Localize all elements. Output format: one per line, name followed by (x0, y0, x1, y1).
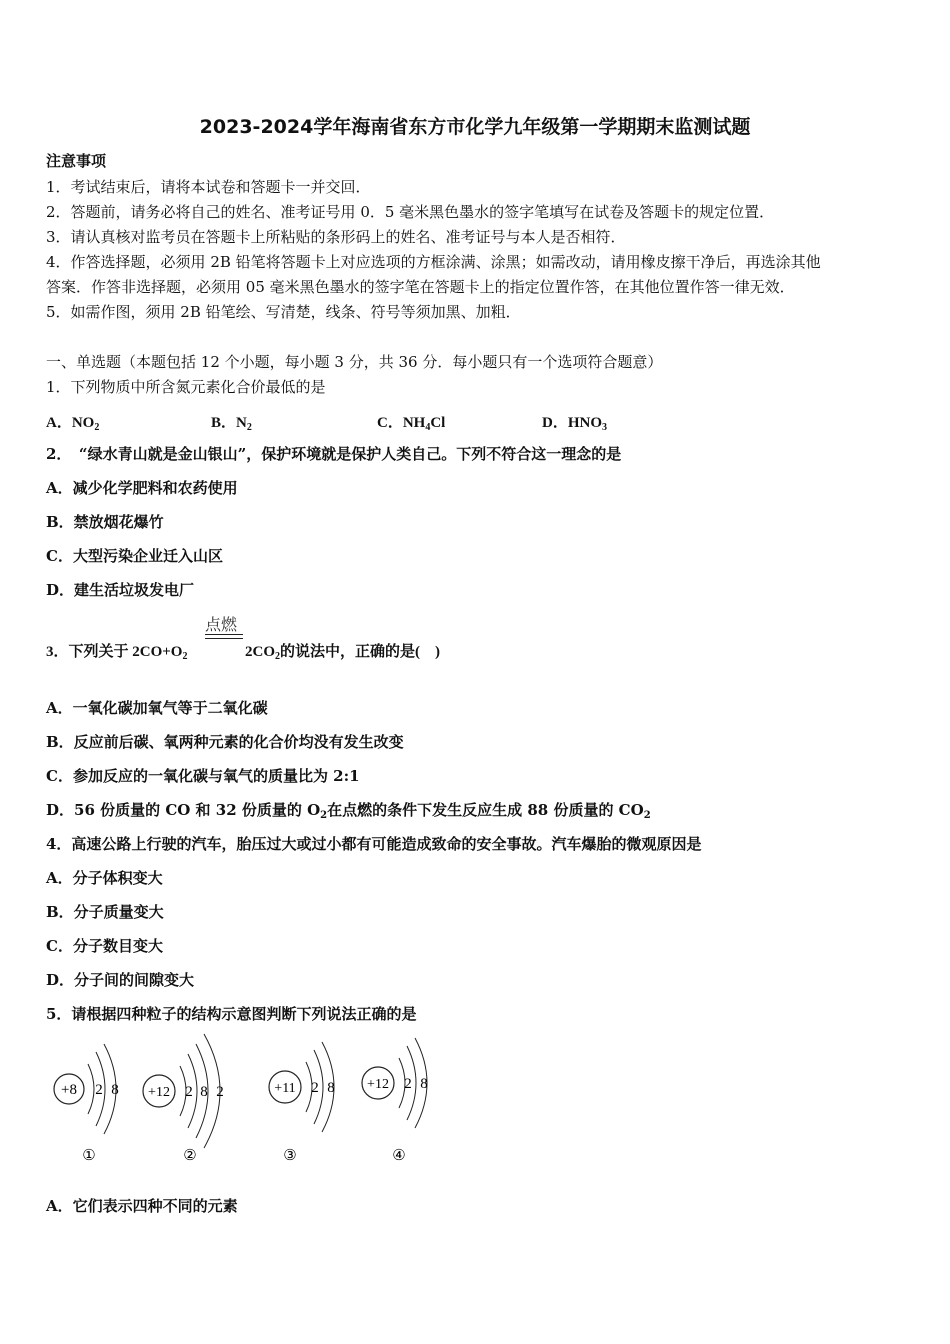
formula-subscript: 2 (643, 810, 651, 821)
nucleus-charge: +12 (148, 1085, 170, 1100)
q3-suffix: 的说法中，正确的是( ) (280, 644, 440, 660)
particle-diagram-3 (269, 1042, 335, 1164)
particle-label: ④ (392, 1148, 406, 1164)
shell-electron-count: 2 (185, 1084, 193, 1100)
formula-subscript: 3 (602, 422, 608, 433)
q4-option: B．分子质量变大 (46, 903, 164, 921)
shell-electron-count: 2 (216, 1084, 224, 1100)
q2-option: A．减少化学肥料和农药使用 (46, 479, 238, 497)
notice-item: 4．作答选择题，必须用 2B 铅笔将答题卡上对应选项的方框涂满、涂黑；如需改动，请用橡皮擦干净后，再选涂其他 (46, 253, 821, 271)
q4-option: C．分子数目变大 (46, 937, 163, 955)
question-3-stem-right (245, 640, 440, 661)
electron-shell-arc (88, 1064, 94, 1114)
particle-diagram-1 (54, 1044, 119, 1164)
q3-option-d (46, 801, 651, 819)
nucleus-charge: +8 (61, 1082, 77, 1098)
question-5-stem: 5．请根据四种粒子的结构示意图判断下列说法正确的是 (46, 1005, 417, 1023)
notice-heading: 注意事项 (46, 152, 107, 170)
particle-diagram-2 (143, 1034, 224, 1164)
q3-option-d-part: 在点燃的条件下发生反应生成 88 份质量的 CO (327, 801, 644, 819)
q3-option-d-part: D．56 份质量的 CO 和 32 份质量的 O (46, 801, 321, 819)
equals-bar-bottom (205, 638, 243, 639)
equals-bar-top (205, 634, 243, 635)
shell-electron-count: 8 (111, 1082, 119, 1098)
q2-option: D．建生活垃圾发电厂 (46, 581, 195, 599)
q2-option: B．禁放烟花爆竹 (46, 513, 164, 531)
q1-option-label: A． (46, 415, 72, 431)
notice-item: 3．请认真核对监考员在答题卡上所粘贴的条形码上的姓名、准考证号与本人是否相符． (46, 228, 626, 246)
q3-option: A．一氧化碳加氧气等于二氧化碳 (46, 699, 268, 717)
notice-item: 1．考试结束后，请将本试卷和答题卡一并交回． (46, 178, 371, 196)
nucleus-charge: +11 (274, 1081, 296, 1096)
reaction-condition: 点燃 (205, 615, 238, 634)
formula-main: NH (402, 415, 426, 431)
formula-main: HNO (567, 415, 603, 431)
formula-tail: Cl (430, 415, 446, 431)
shell-electron-count: 2 (404, 1076, 412, 1092)
question-4-stem: 4．高速公路上行驶的汽车，胎压过大或过小都有可能造成致命的安全事故。汽车爆胎的微观原因是 (46, 835, 702, 853)
notice-item: 答案．作答非选择题，必须用 05 毫米黑色墨水的签字笔在答题卡上的指定位置作答，在其他位置作答一律无效． (46, 278, 795, 296)
notice-item: 5．如需作图，须用 2B 铅笔绘、写清楚，线条、符号等须加黑、加粗． (46, 303, 521, 321)
formula-subscript: 2 (182, 651, 188, 662)
formula-subscript: 2 (275, 651, 280, 662)
q4-option: A．分子体积变大 (46, 869, 163, 887)
q1-option-label: B． (211, 415, 237, 431)
particle-diagrams (0, 1030, 470, 1170)
formula-subscript: 4 (425, 422, 431, 433)
q4-option: D．分子间的间隙变大 (46, 971, 195, 989)
formula-main: NO (71, 415, 95, 431)
particle-label: ① (82, 1148, 96, 1164)
q1-option-d (542, 411, 607, 432)
q1-option-c (377, 411, 445, 432)
section-heading: 一、单选题（本题包括 12 个小题，每小题 3 分，共 36 分．每小题只有一个选项符合题意） (46, 353, 663, 371)
formula-main: N (236, 415, 247, 431)
question-3-stem-left (46, 640, 187, 661)
particle-label: ③ (283, 1148, 297, 1164)
particle-diagram-4 (362, 1038, 428, 1164)
q5-option-a: A．它们表示四种不同的元素 (46, 1197, 238, 1215)
q3-option: B．反应前后碳、氧两种元素的化合价均没有发生改变 (46, 733, 404, 751)
formula-subscript: 2 (246, 422, 252, 433)
formula-subscript: 2 (94, 422, 100, 433)
question-1-stem: 1．下列物质中所含氮元素化合价最低的是 (46, 378, 326, 396)
formula-subscript: 2 (320, 810, 328, 821)
shell-electron-count: 2 (311, 1080, 319, 1096)
q1-option-b (211, 411, 252, 432)
shell-electron-count: 8 (420, 1076, 428, 1092)
q3-prefix: 3．下列关于 2CO+O (46, 644, 183, 660)
q1-option-label: D． (542, 415, 568, 431)
q1-option-label: C． (377, 415, 403, 431)
q2-option: C．大型污染企业迁入山区 (46, 547, 223, 565)
page-title: 2023-2024学年海南省东方市化学九年级第一学期期末监测试题 (199, 116, 751, 138)
particle-label: ② (183, 1148, 197, 1164)
shell-electron-count: 2 (95, 1082, 103, 1098)
nucleus-charge: +12 (367, 1077, 389, 1092)
q3-option: C．参加反应的一氧化碳与氧气的质量比为 2:1 (46, 767, 360, 785)
question-2-stem: 2． “绿水青山就是金山银山”，保护环境就是保护人类自己。下列不符合这一理念的是 (46, 445, 622, 463)
notice-item: 2．答题前，请务必将自己的姓名、准考证号用 0．5 毫米黑色墨水的签字笔填写在试卷及答题卡的规定位置． (46, 203, 775, 221)
shell-electron-count: 8 (200, 1084, 208, 1100)
shell-electron-count: 8 (327, 1080, 335, 1096)
q3-product: 2CO (245, 644, 275, 660)
q1-option-a (46, 411, 99, 432)
